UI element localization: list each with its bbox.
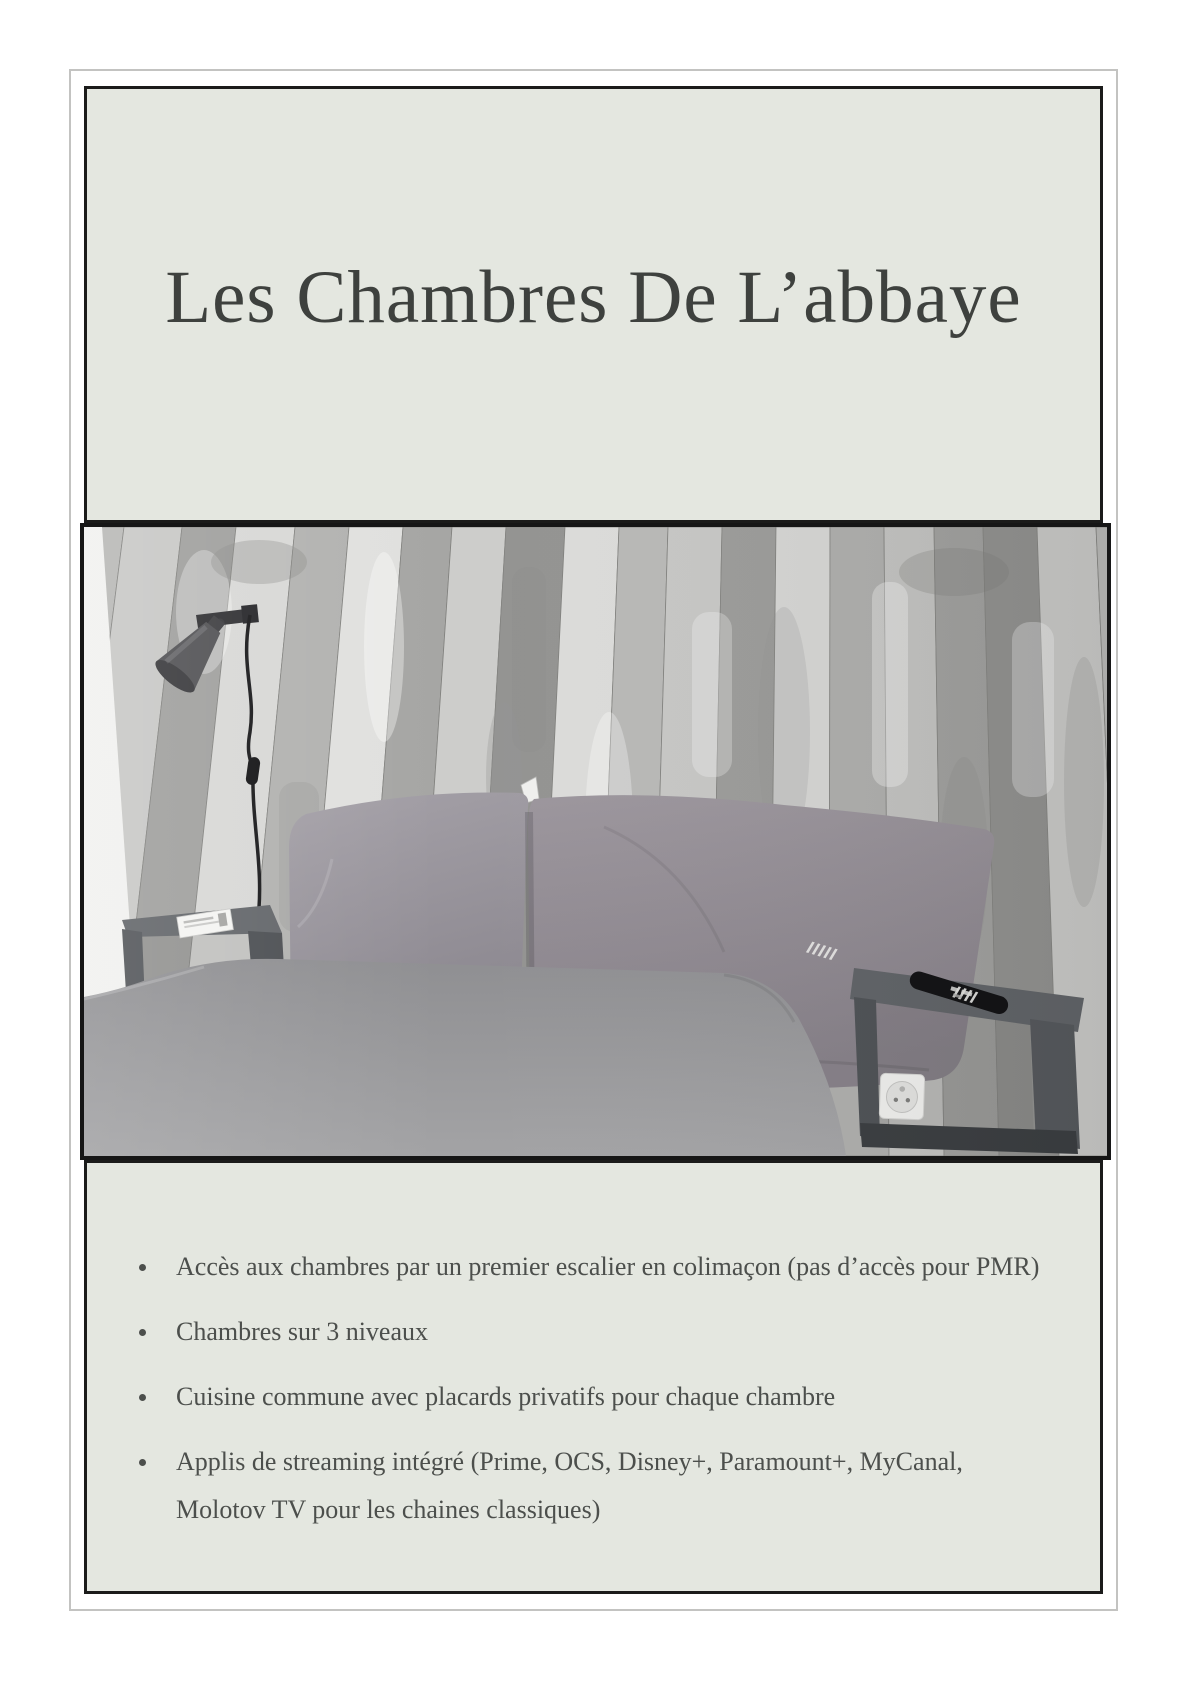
- feature-text: Cuisine commune avec placards privatifs pour chaque chambre: [176, 1382, 836, 1411]
- list-item: [137, 1373, 1060, 1421]
- bullet-dot: [139, 1459, 146, 1466]
- list-item: [137, 1438, 1060, 1534]
- feature-text: Applis de streaming intégré (Prime, OCS, Disney+, Paramount+, MyCanal, Molotov TV pour les chaines classiques): [176, 1447, 963, 1524]
- bedroom-photo-graphic: [84, 527, 1107, 1156]
- features-panel: [84, 1160, 1103, 1594]
- features-list: [137, 1243, 1060, 1534]
- photo-light-overlay: [84, 527, 1107, 1156]
- list-item: [137, 1243, 1060, 1291]
- list-item: [137, 1308, 1060, 1356]
- bullet-dot: [139, 1264, 146, 1271]
- bullet-dot: [139, 1329, 146, 1336]
- feature-text: Chambres sur 3 niveaux: [176, 1317, 429, 1346]
- feature-text: Accès aux chambres par un premier escalier en colimaçon (pas d’accès pour PMR): [176, 1252, 1040, 1281]
- page-title: Les Chambres De L’abbaye: [165, 255, 1022, 339]
- bedroom-photo: [80, 523, 1111, 1160]
- header-panel: [84, 86, 1103, 523]
- bullet-dot: [139, 1394, 146, 1401]
